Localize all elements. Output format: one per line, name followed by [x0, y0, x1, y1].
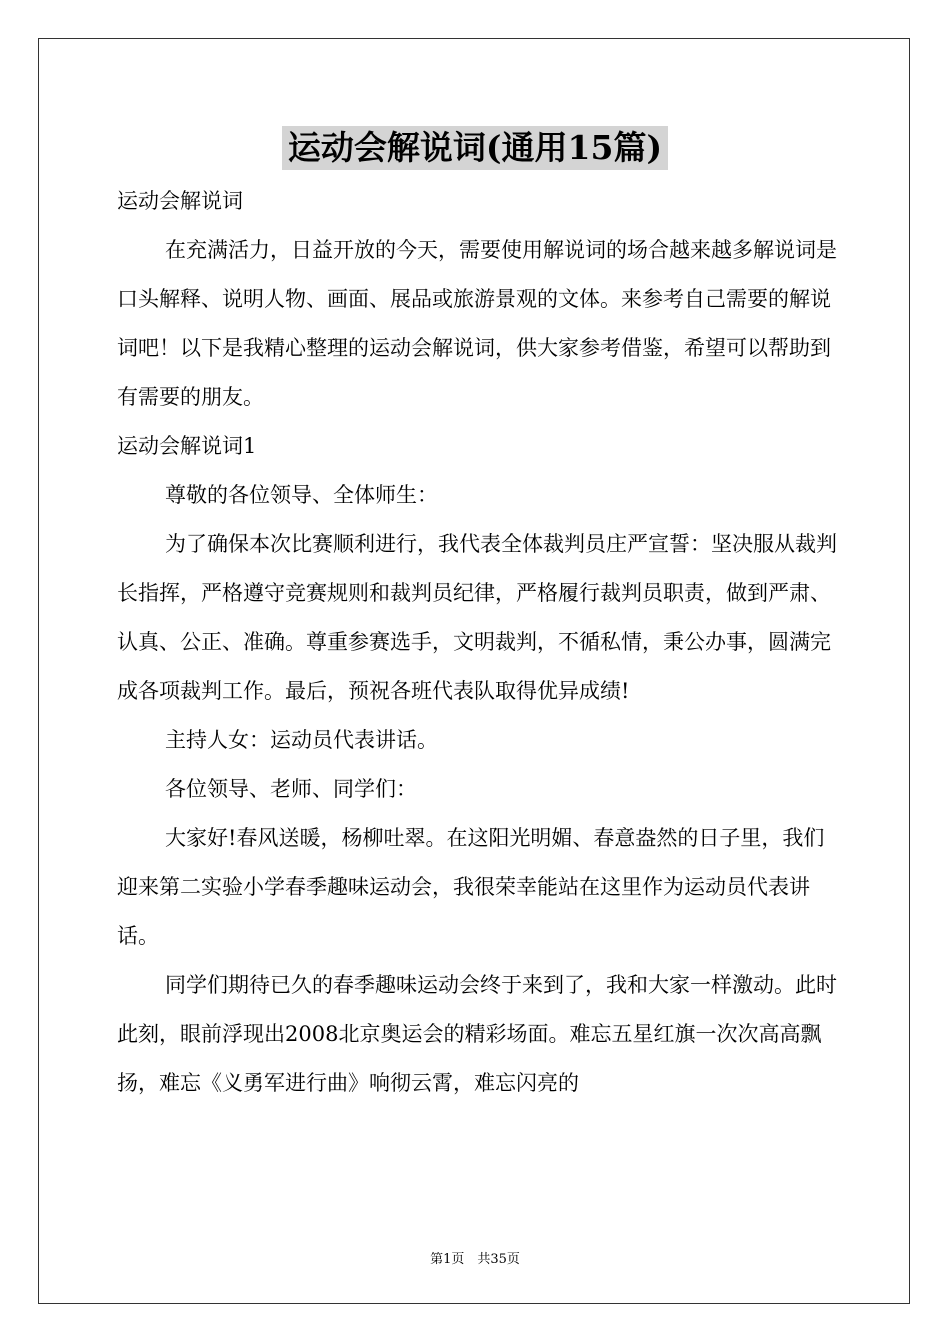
- body-paragraph: 尊敬的各位领导、全体师生：: [165, 483, 438, 507]
- section-heading: 运动会解说词1: [117, 434, 257, 458]
- body-paragraph: 主持人女：运动员代表讲话。: [165, 728, 438, 752]
- body-paragraph: 大家好!春风送暖，杨柳吐翠。在这阳光明媚、春意盎然的日子里，我们迎来第二实验小学春季趣味运动会，我很荣幸能站在这里作为运动员代表讲话。: [117, 826, 825, 948]
- document-title: 运动会解说词(通用15篇): [282, 126, 668, 170]
- section-heading: 运动会解说词: [117, 189, 243, 213]
- document-body: [117, 177, 837, 1108]
- body-paragraph: 同学们期待已久的春季趣味运动会终于来到了，我和大家一样激动。此时此刻，眼前浮现出2008北京奥运会的精彩场面。难忘五星红旗一次次高高飘扬，难忘《义勇军进行曲》响彻云霄，难忘闪亮的: [117, 973, 837, 1095]
- body-paragraph: 为了确保本次比赛顺利进行，我代表全体裁判员庄严宣誓：坚决服从裁判长指挥，严格遵守竞赛规则和裁判员纪律，严格履行裁判员职责，做到严肃、认真、公正、准确。尊重参赛选手，文明裁判，不循私情，秉公办事，圆满完成各项裁判工作。最后，预祝各班代表队取得优异成绩!: [117, 532, 837, 703]
- page-number-footer: 第1页 共35页: [430, 1252, 520, 1267]
- body-paragraph: 各位领导、老师、同学们：: [165, 777, 417, 801]
- title-container: [0, 126, 950, 170]
- body-paragraph: 在充满活力，日益开放的今天，需要使用解说词的场合越来越多解说词是口头解释、说明人物、画面、展品或旅游景观的文体。来参考自己需要的解说词吧！以下是我精心整理的运动会解说词，供大家参考借鉴，希望可以帮助到有需要的朋友。: [117, 238, 837, 409]
